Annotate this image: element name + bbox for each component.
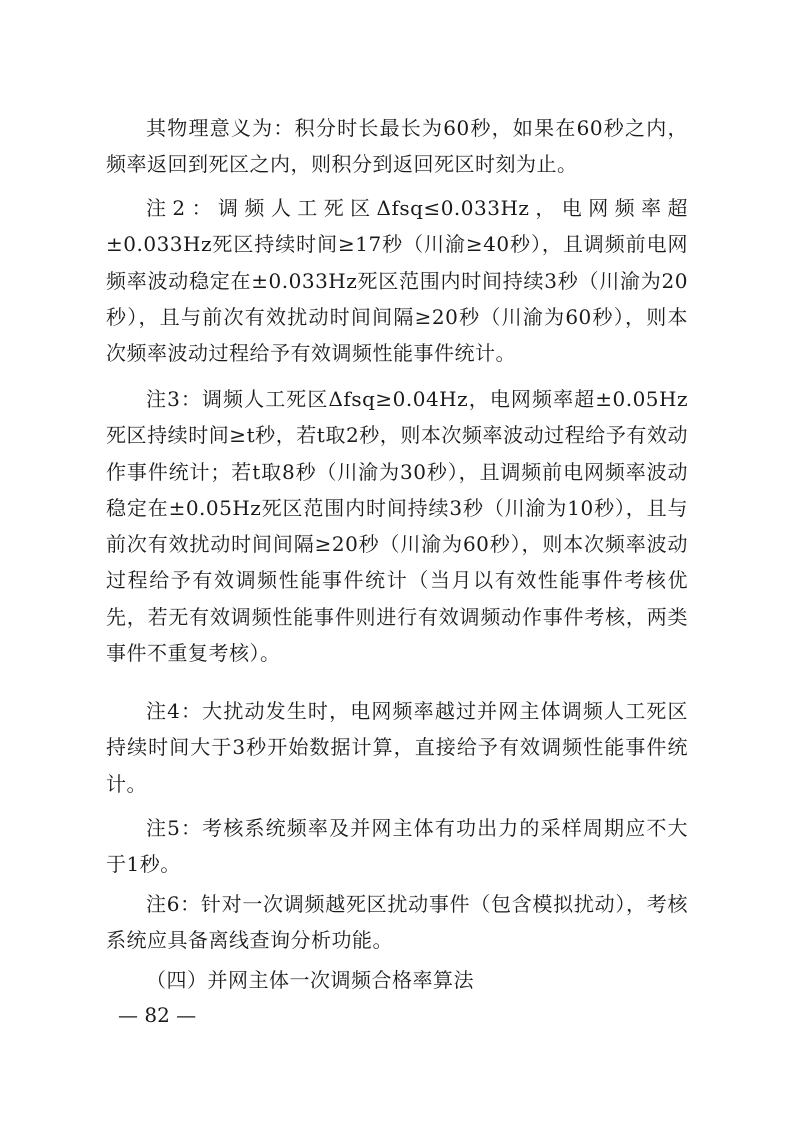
paragraph-note-5: 注5：考核系统频率及并网主体有功出力的采样周期应不大于1秒。 (106, 816, 688, 877)
paragraph-note-6: 注6：针对一次调频越死区扰动事件（包含模拟扰动），考核系统应具备离线查询分析功能。 (106, 892, 688, 953)
paragraph-note-4: 注4：大扰动发生时，电网频率越过并网主体调频人工死区持续时间大于3秒开始数据计算，直接给予有效调频性能事件统计。 (106, 699, 688, 796)
paragraph-note-3: 注3：调频人工死区Δfsq≥0.04Hz，电网频率超±0.05Hz死区持续时间≥t秒，若t取2秒，则本次频率波动过程给予有效动作事件统计；若t取8秒（川渝为30秒），且调频前电网频率波动稳定在±0.05Hz死区范围内时间持续3秒（川渝为10秒），且与前次有效扰动时间间隔≥20秒（川渝为60秒），则本次频率波动过程给予有效调频性能事件统计（当月以有效性能事件考核优先，若无有效调频性能事件则进行有效调频动作事件考核，两类事件不重复考核）。 (106, 387, 688, 666)
section-heading: （四）并网主体一次调频合格率算法 (146, 968, 474, 992)
page-number: — 82 — (118, 1003, 197, 1027)
paragraph-note-2: 注2：调频人工死区Δfsq≤0.033Hz，电网频率超±0.033Hz死区持续时间≥17秒（川渝≥40秒），且调频前电网频率波动稳定在±0.033Hz死区范围内时间持续3秒（川渝为20秒），且与前次有效扰动时间间隔≥20秒（川渝为60秒），则本次频率波动过程给予有效调频性能事件统计。 (106, 196, 688, 366)
paragraph-physical-meaning: 其物理意义为：积分时长最长为60秒，如果在60秒之内，频率返回到死区之内，则积分到返回死区时刻为止。 (106, 116, 688, 177)
